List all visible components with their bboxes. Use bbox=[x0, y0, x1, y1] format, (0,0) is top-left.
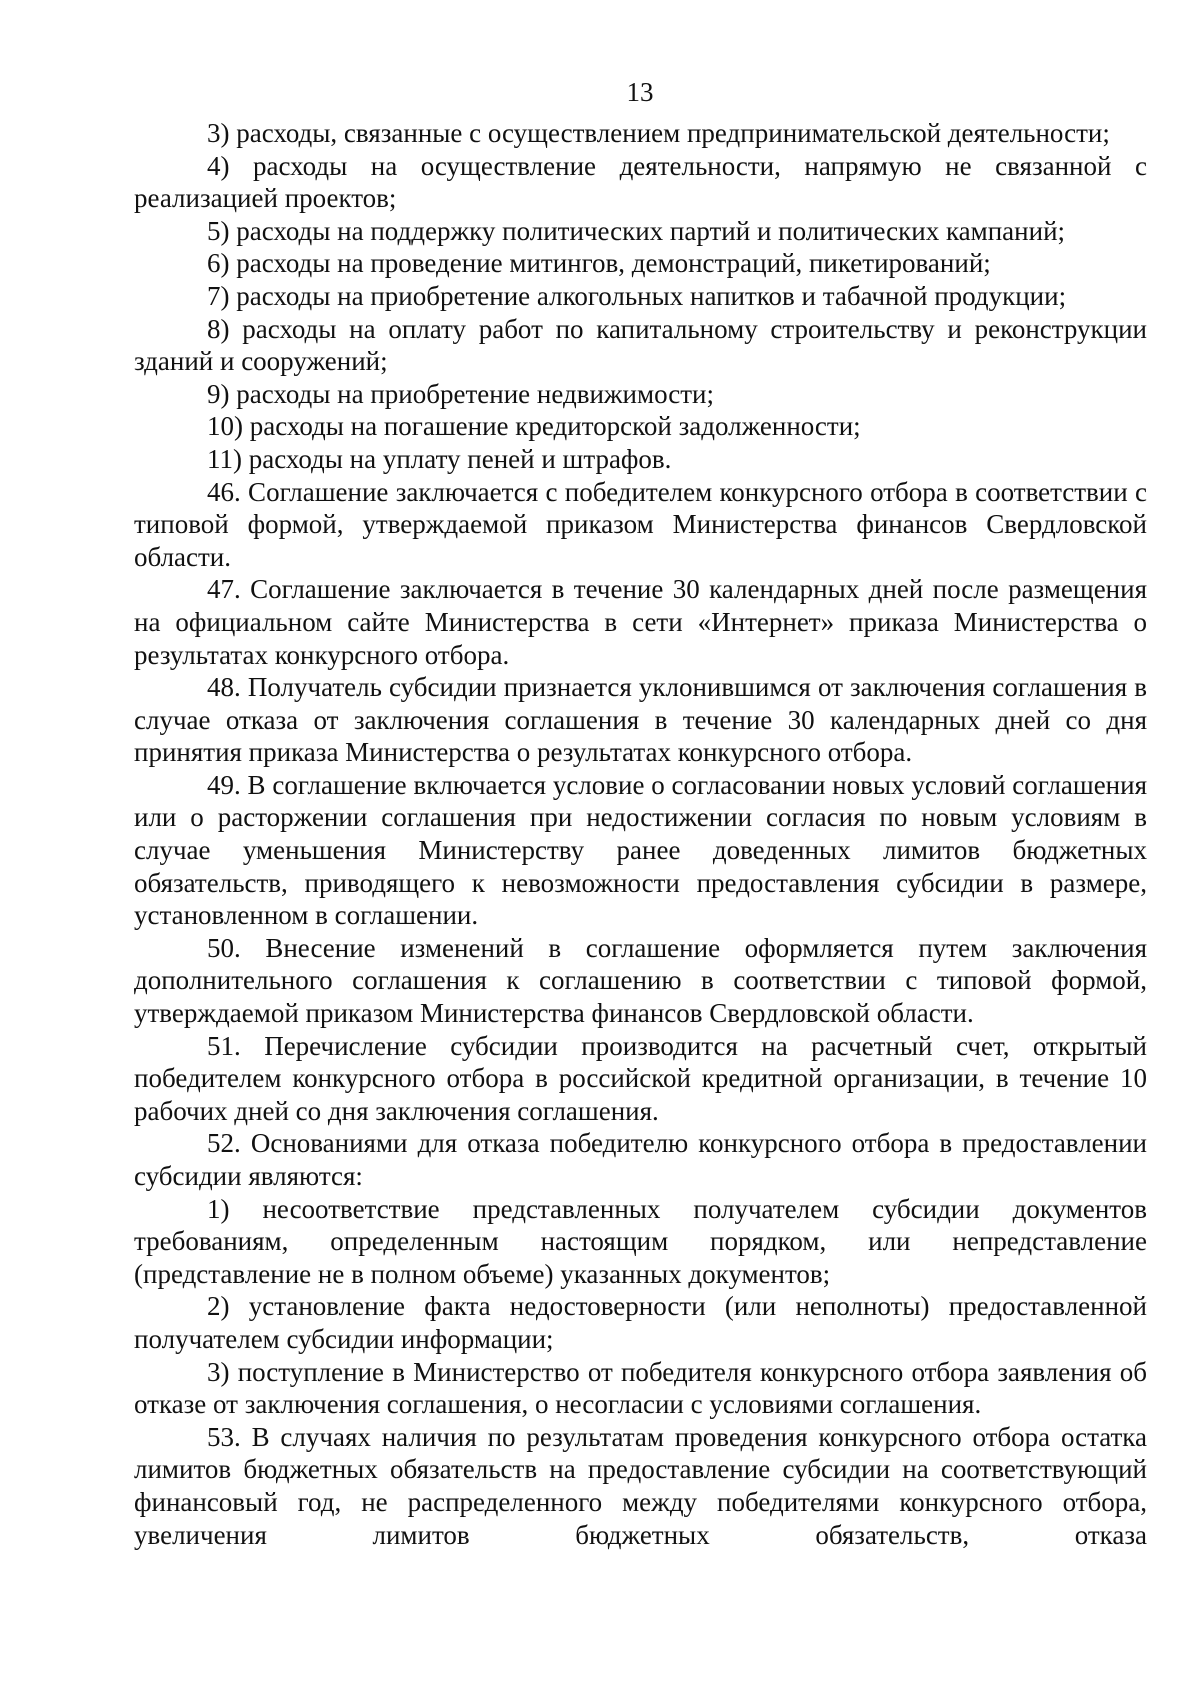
paragraph-clause-52: 52. Основаниями для отказа победителю конкурсного отбора в предоставлении субсидии являются: bbox=[134, 1128, 1147, 1191]
paragraph-expense-8: 8) расходы на оплату работ по капитальному строительству и реконструкции зданий и сооружений; bbox=[134, 313, 1147, 377]
paragraph-clause-53: 53. В случаях наличия по результатам проведения конкурсного отбора остатка лимитов бюджетных обязательств на предоставление субсидии на соответствующий финансовый год, не распределенного между победителями конкурсного отбора, увеличения лимитов бюджетных обязательств, отказа bbox=[134, 1421, 1147, 1550]
paragraph-clause-47: 47. Соглашение заключается в течение 30 календарных дней после размещения на официальном сайте Министерства в сети «Интернет» приказа Министерства о результатах конкурсного отбора. bbox=[134, 574, 1147, 670]
paragraph-clause-50: 50. Внесение изменений в соглашение оформляется путем заключения дополнительного соглашения к соглашению в соответствии с типовой формой, утверждаемой приказом Министерства финансов Свердловской области. bbox=[134, 932, 1147, 1029]
paragraph-clause-51: 51. Перечисление субсидии производится на расчетный счет, открытый победителем конкурсного отбора в российской кредитной организации, в течение 10 рабочих дней со дня заключения соглашения. bbox=[134, 1030, 1147, 1126]
paragraph-clause-46: 46. Соглашение заключается с победителем конкурсного отбора в соответствии с типовой формой, утверждаемой приказом Министерства финансов Свердловской области. bbox=[134, 476, 1147, 572]
document-body bbox=[134, 117, 1147, 1551]
paragraph-refusal-2: 2) установление факта недостоверности (или неполноты) предоставленной получателем субсидии информации; bbox=[134, 1291, 1147, 1354]
page-number: 13 bbox=[626, 77, 654, 107]
paragraph-clause-48: 48. Получатель субсидии признается уклонившимся от заключения соглашения в случае отказа от заключения соглашения в течение 30 календарных дней со дня принятия приказа Министерства о результатах конкурсного отбора. bbox=[134, 672, 1147, 768]
paragraph-expense-10: 10) расходы на погашение кредиторской задолженности; bbox=[207, 411, 861, 442]
paragraph-expense-7: 7) расходы на приобретение алкогольных напитков и табачной продукции; bbox=[207, 280, 1067, 311]
paragraph-expense-3: 3) расходы, связанные с осуществлением предпринимательской деятельности; bbox=[207, 118, 1110, 148]
paragraph-expense-11: 11) расходы на уплату пеней и штрафов. bbox=[207, 443, 672, 474]
paragraph-expense-6: 6) расходы на проведение митингов, демонстраций, пикетирований; bbox=[207, 248, 991, 279]
paragraph-expense-4: 4) расходы на осуществление деятельности, напрямую не связанной с реализацией проектов; bbox=[134, 150, 1147, 214]
paragraph-refusal-3: 3) поступление в Министерство от победителя конкурсного отбора заявления об отказе от заключения соглашения, о несогласии с условиями соглашения. bbox=[134, 1356, 1147, 1420]
paragraph-expense-5: 5) расходы на поддержку политических партий и политических кампаний; bbox=[207, 215, 1066, 246]
paragraph-expense-9: 9) расходы на приобретение недвижимости; bbox=[207, 378, 715, 409]
paragraph-clause-49: 49. В соглашение включается условие о согласовании новых условий соглашения или о расторжении соглашения при недостижении согласия по новым условиям в случае уменьшения Министерству ранее доведенных лимитов бюджетных обязательств, приводящего к невозможности предоставления субсидии в размере, установленном в соглашении. bbox=[134, 769, 1147, 931]
paragraph-refusal-1: 1) несоответствие представленных получателем субсидии документов требованиям, определенным настоящим порядком, или непредставление (представление не в полном объеме) указанных документов; bbox=[134, 1193, 1147, 1289]
